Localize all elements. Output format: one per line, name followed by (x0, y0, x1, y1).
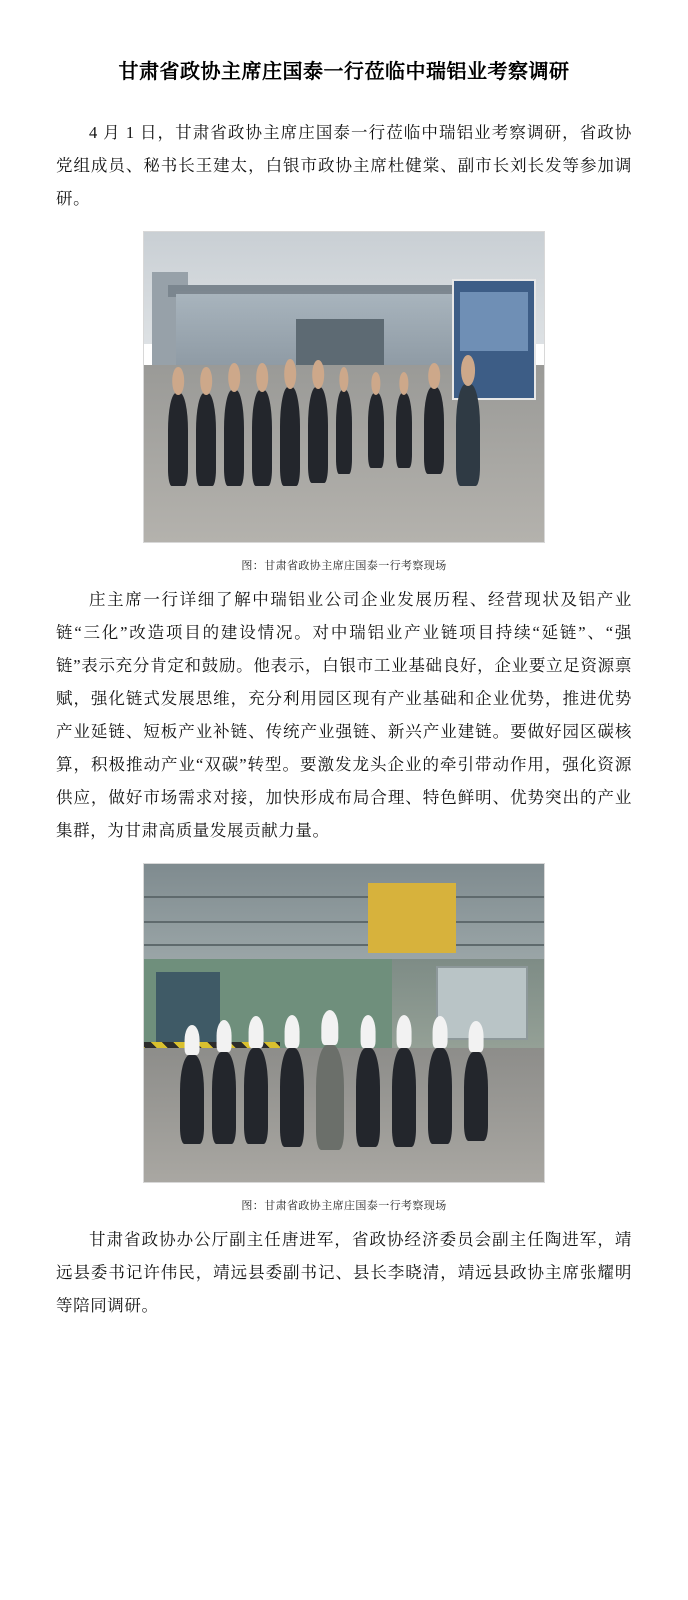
photo2-safety-helmet (185, 1025, 200, 1055)
photo1-person-presenter (456, 384, 480, 486)
photo2-safety-helmet (217, 1020, 232, 1051)
photo1-person (308, 387, 328, 483)
photo2-person (180, 1055, 204, 1144)
photo2-beam (144, 921, 544, 923)
photo2-beam (144, 944, 544, 946)
photo2-person (428, 1048, 452, 1143)
page-title: 甘肃省政协主席庄国泰一行莅临中瑞铝业考察调研 (118, 61, 570, 83)
photo2-person (244, 1048, 268, 1143)
photo2-person (464, 1052, 488, 1141)
photo2-beam (144, 896, 544, 898)
photo2-safety-helmet (433, 1016, 448, 1048)
photo1-person (252, 390, 272, 486)
photo1-person (196, 393, 216, 486)
photo1-person-head (200, 367, 212, 395)
photo2-safety-helmet (397, 1015, 412, 1049)
photo2-safety-helmet (469, 1021, 484, 1051)
figure-2-caption: 图：甘肃省政协主席庄国泰一行考察现场 (241, 1200, 447, 1212)
photo1-person-head (228, 363, 240, 392)
photo2-person (356, 1048, 380, 1147)
photo1-person-head (284, 359, 296, 389)
photo-workshop-inspection (143, 863, 545, 1183)
photo2-person (212, 1052, 236, 1144)
photo1-person (396, 393, 412, 467)
photo2-safety-helmet (361, 1015, 376, 1049)
photo2-person-presenter (316, 1045, 344, 1150)
photo1-person-head (428, 363, 440, 389)
photo1-person-camera (424, 387, 444, 474)
photo1-person (336, 390, 352, 474)
photo1-person-head (172, 367, 184, 395)
paragraph-2: 庄主席一行详细了解中瑞铝业公司企业发展历程、经营现状及铝产业链“三化”改造项目的建设情况。对中瑞铝业产业链项目持续“延链”、“强链”表示充分肯定和鼓励。他表示，白银市工业基础良好，企业要立足资源禀赋，强化链式发展思维，充分利用园区现有产业基础和企业优势，推进优势产业延链、短板产业补链、传统产业强链、新兴产业建链。要做好园区碳核算，积极推动产业“双碳”转型。要激发龙头企业的牵引带动作用，强化资源供应，做好市场需求对接，加快形成布局合理、特色鲜明、优势突出的产业集群，为甘肃高质量发展贡献力量。 (56, 590, 632, 840)
photo1-person-head (461, 355, 475, 386)
figure-1 (56, 231, 632, 573)
photo2-person (280, 1048, 304, 1147)
photo1-person (168, 393, 188, 486)
photo1-person (368, 393, 384, 467)
photo2-safety-helmet (249, 1016, 264, 1048)
photo2-safety-helmet (285, 1015, 300, 1049)
photo1-person (280, 387, 300, 486)
figure-1-caption: 图：甘肃省政协主席庄国泰一行考察现场 (241, 560, 447, 572)
paragraph-1: 4 月 1 日，甘肃省政协主席庄国泰一行莅临中瑞铝业考察调研，省政协党组成员、秘书长王建太，白银市政协主席杜健棠、副市长刘长发等参加调研。 (56, 123, 632, 208)
photo2-safety-helmet (321, 1010, 338, 1046)
photo1-person (224, 390, 244, 486)
photo1-building-door (296, 319, 384, 366)
photo1-person-head (312, 360, 324, 389)
paragraph-3: 甘肃省政协办公厅副主任唐进军，省政协经济委员会副主任陶进军，靖远县委书记许伟民，靖远县委副书记、县长李晓清，靖远县政协主席张耀明等陪同调研。 (56, 1230, 632, 1315)
photo1-display-board-panel (460, 292, 527, 351)
photo-outdoor-inspection (143, 231, 545, 543)
photo2-crane (368, 883, 456, 953)
photo2-person (392, 1048, 416, 1147)
figure-2 (56, 863, 632, 1213)
photo1-person-head (256, 363, 268, 392)
